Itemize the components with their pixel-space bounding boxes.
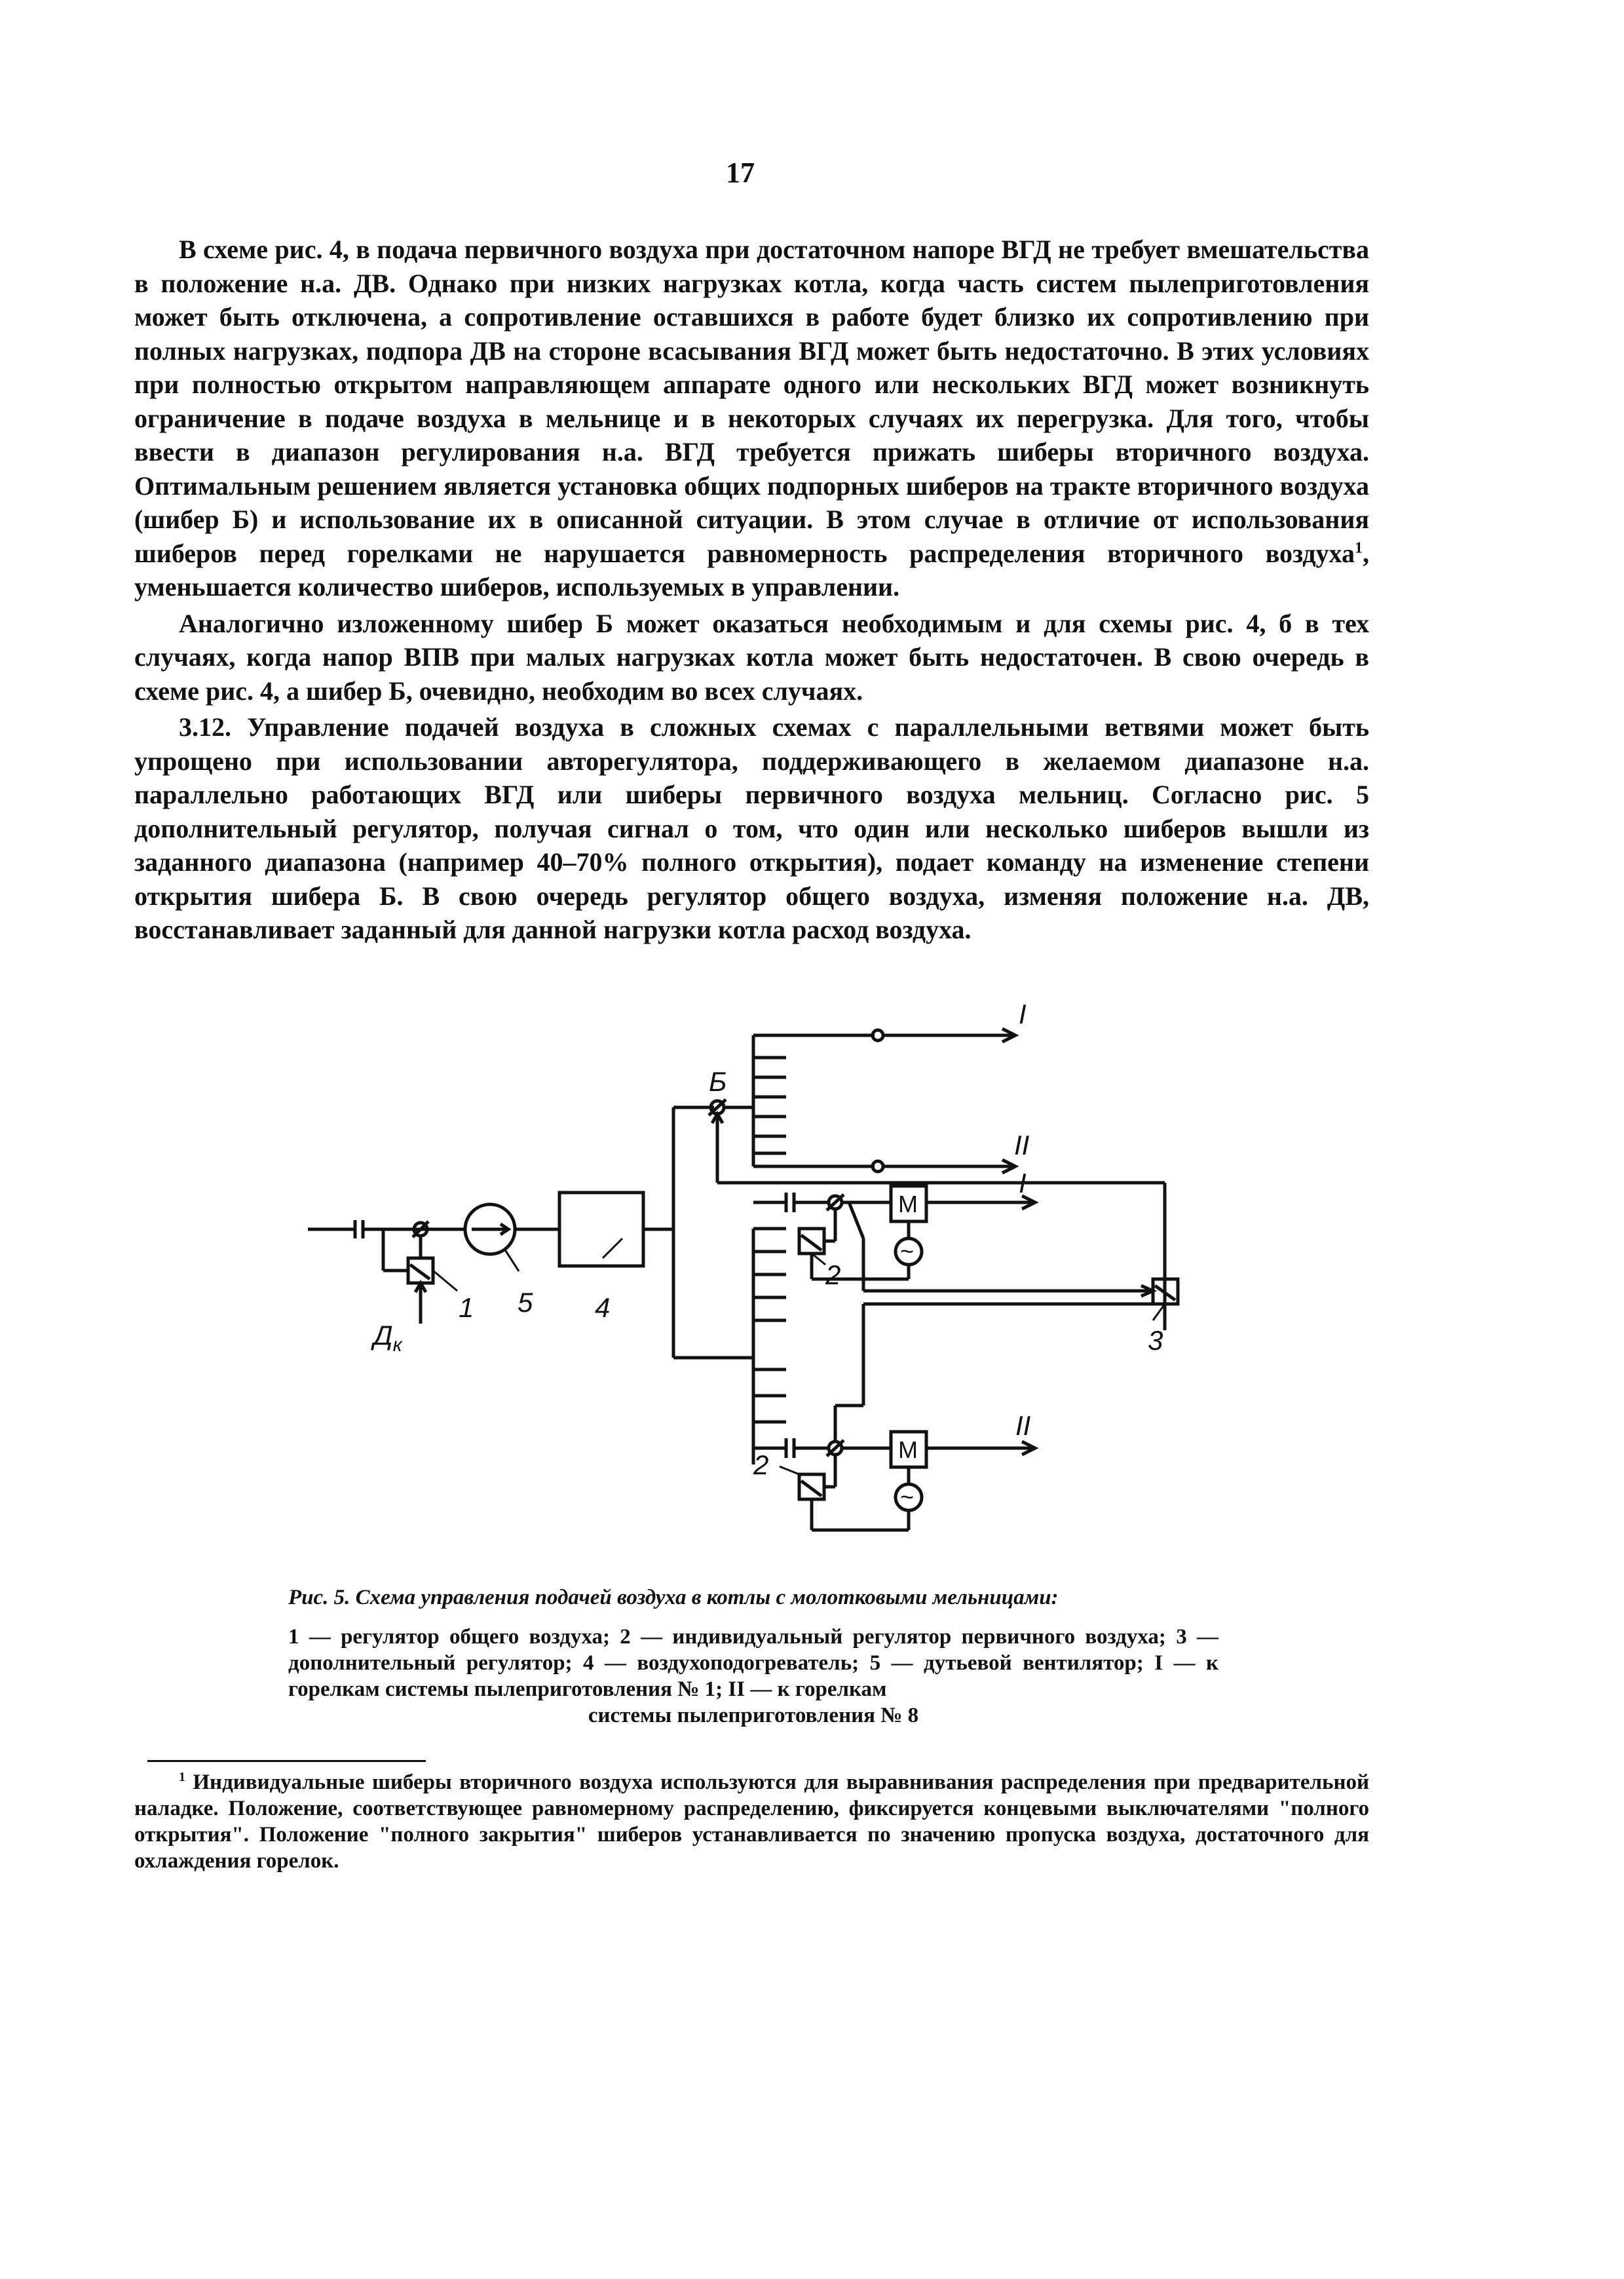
label-2-bottom: 2 [753,1449,769,1480]
footnote-paragraph [134,1769,1369,1874]
label-ac-top: ~ [900,1238,915,1265]
label-1-leader [433,1271,457,1291]
footnote-mark: 1 [179,1770,185,1784]
label-dk-main: Д [373,1320,393,1350]
paragraph-1 [134,233,1369,604]
label-2-leader [780,1466,799,1474]
label-outlet-I-mid: I [1019,1168,1027,1198]
figure-5-diagram [282,976,1212,1579]
label-outlet-II-top: II [1014,1130,1030,1160]
label-1: 1 [459,1292,474,1323]
label-dk-sub: к [392,1334,402,1356]
label-4: 4 [595,1292,611,1323]
label-motor-bottom: М [898,1436,918,1463]
air-supply-scheme [282,976,1212,1579]
regulator-2-I-mark [801,1235,821,1250]
regulator-1-mark [410,1265,430,1279]
label-3-leader [1153,1304,1165,1320]
label-outlet-I-top: I [1019,999,1027,1029]
figure-caption-body: 1 — регулятор общего воздуха; 2 — индивидуальный регулятор первичного воздуха; 3 — дополнительный регулятор; 4 — воздухоподогреватель; 5 — дутьевой вентилятор; I — к горелкам системы пылеприготовления № 1; II — к горелкам [288,1625,1218,1701]
top-header-I-end [873,1030,883,1041]
label-damper-b: Б [709,1066,727,1097]
paragraph-3: 3.12. Управление подачей воздуха в сложных схемах с параллельными ветвями может быть упрощено при использовании авторегулятора, поддерживающего в желаемом диапазоне н.а. параллельно работающих ВГД или шиберы первичного воздуха мельниц. Согласно рис. 5 дополнительный регулятор, получая сигнал о том, что один или несколько шиберов вышли из заданного диапазона (например 40–70% полного открытия), подает команду на изменение степени открытия шибера Б. В свою очередь регулятор общего воздуха, изменяя положение н.а. ДВ, восстанавливает заданный для данной нагрузки котла расход воздуха. [134,712,1369,944]
footnote [134,1769,1369,1874]
label-3: 3 [1148,1325,1163,1356]
regulator-2-II-mark [801,1481,821,1496]
page-number: 17 [726,157,755,189]
label-4-leader [603,1238,622,1258]
figure-caption-text [288,1624,1218,1729]
label-2-top: 2 [825,1259,841,1290]
label-dk [371,1320,404,1356]
label-5: 5 [518,1287,533,1318]
air-heater-4 [559,1193,643,1266]
body-text [134,233,1369,949]
label-motor-top: М [898,1191,918,1217]
paragraph-2: Аналогично изложенному шибер Б может оказаться необходимым и для схемы рис. 4, б в тех случаях, когда напор ВПВ при малых нагрузках котла может быть недостаточен. В свою очередь в схеме рис. 4, а шибер Б, очевидно, необходим во всех случаях. [134,608,1369,706]
label-2-leader-top [812,1254,825,1265]
label-outlet-II-bottom: II [1015,1410,1031,1441]
figure-caption-last-line: системы пылеприготовления № 8 [588,1704,919,1727]
mill-I-feedback [849,1202,863,1238]
top-header-II-end [873,1161,883,1172]
paragraph-1-text: В схеме рис. 4, в подача первичного воздуха при достаточном напоре ВГД не требует вмешательства в положение н.а. ДВ. Однако при низких нагрузках котла, когда часть систем пылеприготовления может быть отключена, а сопротивление оставшихся в работе будет близко их сопротивлению при полных нагрузках, подпора ДВ на стороне всасывания ВГД может быть недостаточно. В этих условиях при полностью открытом направляющем аппарате одного или нескольких ВГД может возникнуть ограничение в подаче воздуха в мельнице и в некоторых случаях их перегрузка. Для того, чтобы ввести в диапазон регулирования н.а. ВГД требуется прижать шиберы вторичного воздуха. Оптимальным решением является установка общих подпорных шиберов на тракте вторичного воздуха (шибер Б) и использование их в описанной ситуации. В этом случае в отличие от использования шиберов перед горелками не нарушается равномерность распределения вторичного воздуха [134,235,1369,568]
label-5-leader [504,1249,519,1271]
label-ac-bottom: ~ [900,1484,915,1510]
figure-caption-title: Рис. 5. Схема управления подачей воздуха в котлы с молотковыми мельницами: [288,1586,1059,1609]
footnote-text: Индивидуальные шиберы вторичного воздуха используются для выравнивания распределения при предварительной наладке. Положение, соответствующее равномерному распределению, фиксируется концевыми выключателями "полного открытия". Положение "полного закрытия" шиберов устанавливается по значению пропуска воздуха, достаточного для охлаждения горелок. [134,1771,1370,1873]
footnote-divider [147,1760,426,1762]
paragraph-1-tail: , уменьшается количество шиберов, используемых в управлении. [134,538,1369,602]
footnote-reference: 1 [1355,539,1363,557]
